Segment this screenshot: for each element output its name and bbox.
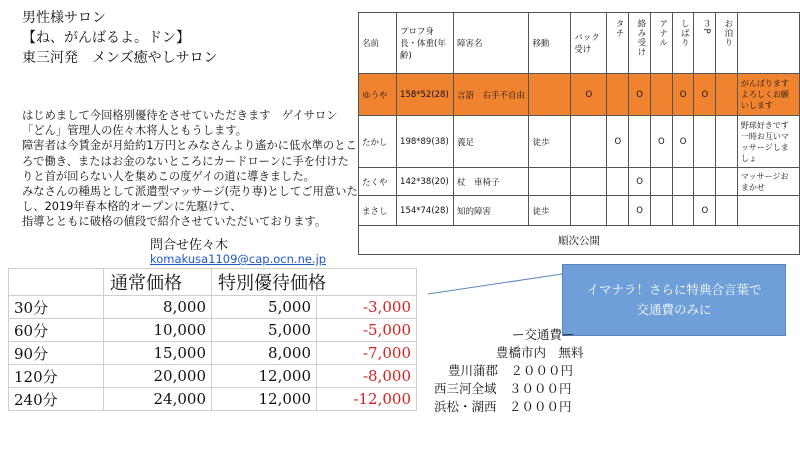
staff-tachi: O <box>607 116 629 168</box>
staff-3p <box>694 168 716 196</box>
staff-karami <box>629 116 651 168</box>
staff-move <box>529 168 571 196</box>
price-row <box>9 296 417 319</box>
staff-table-header-row <box>359 13 800 74</box>
price-row <box>9 388 417 411</box>
staff-shibari: O <box>672 116 694 168</box>
staff-prof: 198*89(38) <box>397 116 454 168</box>
price-row <box>9 342 417 365</box>
callout-line1: イマナラ！さらに特典合言葉で <box>586 282 762 297</box>
price-duration: 240分 <box>9 388 104 411</box>
salon-title-block <box>22 8 218 68</box>
price-normal: 8,000 <box>104 296 212 319</box>
staff-name: ゆうや <box>359 74 397 116</box>
staff-table-footer-row <box>359 226 800 255</box>
staff-name: たかし <box>359 116 397 168</box>
price-special: 12,000 <box>212 365 317 388</box>
staff-back <box>571 168 607 196</box>
price-special: 5,000 <box>212 319 317 342</box>
header-move: 移動 <box>529 13 571 74</box>
price-duration: 90分 <box>9 342 104 365</box>
price-special: 12,000 <box>212 388 317 411</box>
staff-row <box>359 196 800 226</box>
transport-line: 浜松・湖西 ２０００円 <box>434 399 572 414</box>
staff-prof: 154*74(28) <box>397 196 454 226</box>
price-discount: -7,000 <box>317 342 417 365</box>
price-row <box>9 365 417 388</box>
transport-fee-block <box>428 326 584 416</box>
staff-karami: O <box>629 168 651 196</box>
header-back: バック受け <box>571 13 607 74</box>
price-duration: 60分 <box>9 319 104 342</box>
staff-stay <box>716 168 738 196</box>
salon-title-line1: 男性様サロン <box>22 10 106 26</box>
staff-3p: O <box>694 196 716 226</box>
price-special: 8,000 <box>212 342 317 365</box>
header-anal: アナル <box>650 13 672 74</box>
staff-anal: O <box>650 116 672 168</box>
staff-back <box>571 196 607 226</box>
price-duration: 30分 <box>9 296 104 319</box>
price-header-normal: 通常価格 <box>104 269 212 296</box>
staff-table-footer: 順次公開 <box>359 226 800 255</box>
staff-anal <box>650 168 672 196</box>
price-discount: -8,000 <box>317 365 417 388</box>
price-normal: 15,000 <box>104 342 212 365</box>
price-row <box>9 319 417 342</box>
intro-paragraph: はじめまして今回格別優待をさせていただきます ゲイサロン「どん」管理人の佐々木将人ともうします。 障害者は今賃金が月給約1万円とみなさんより遙かに低水準のところで働き、またはお金のないところにカードローンに手を付けたりと首が回らない人を集めこの度ゲイの道に導きました。 みなさんの種馬として派遣型マッサージ(売り専)としてご用意いたし、2019年春本格的オープンに先駆けて、 指導とともに破格の値段で紹介させていただいております。 <box>22 109 358 229</box>
header-name: 名前 <box>359 13 397 74</box>
staff-tachi <box>607 168 629 196</box>
staff-move <box>529 74 571 116</box>
price-table <box>8 268 417 411</box>
transport-title: ー交通費ー <box>512 327 575 342</box>
price-normal: 10,000 <box>104 319 212 342</box>
price-duration: 120分 <box>9 365 104 388</box>
header-3p: ３P <box>694 13 716 74</box>
staff-note: がんばりますよろしくお願いします <box>737 74 799 116</box>
transport-line: 西三河全域 ３０００円 <box>434 381 572 396</box>
staff-back <box>571 116 607 168</box>
header-stay: お泊り <box>716 13 738 74</box>
staff-prof: 142*38(20) <box>397 168 454 196</box>
contact-label: 問合せ佐々木 <box>150 238 229 253</box>
staff-row <box>359 168 800 196</box>
staff-note: 野球好きです一時お互いマッサージしましょ <box>737 116 799 168</box>
transport-line: 豊川蒲郡 ２０００円 <box>448 363 574 378</box>
staff-stay <box>716 196 738 226</box>
staff-name: たくや <box>359 168 397 196</box>
header-disability: 障害名 <box>453 13 529 74</box>
staff-shibari: O <box>672 74 694 116</box>
staff-row <box>359 74 800 116</box>
staff-disability: 知的障害 <box>453 196 529 226</box>
staff-anal <box>650 196 672 226</box>
salon-title-line2: 【ね、がんばるよ。ドン】 <box>22 30 190 46</box>
staff-disability: 言語 右手不自由 <box>453 74 529 116</box>
callout-line2: 交通費のみに <box>636 302 712 317</box>
staff-3p: O <box>694 74 716 116</box>
staff-tachi <box>607 74 629 116</box>
price-discount: -12,000 <box>317 388 417 411</box>
price-header-blank <box>9 269 104 296</box>
staff-move: 徒歩 <box>529 196 571 226</box>
staff-note: マッサージおまかせ <box>737 168 799 196</box>
staff-move: 徒歩 <box>529 116 571 168</box>
header-note <box>737 13 799 74</box>
staff-shibari <box>672 196 694 226</box>
price-discount: -5,000 <box>317 319 417 342</box>
price-table-header-row <box>9 269 417 296</box>
staff-stay <box>716 116 738 168</box>
price-normal: 20,000 <box>104 365 212 388</box>
salon-title-line3: 東三河発 メンズ癒やしサロン <box>22 50 218 66</box>
staff-karami: O <box>629 196 651 226</box>
callout-box <box>562 264 786 336</box>
price-header-special: 特別優待価格 <box>212 269 417 296</box>
staff-prof: 158*52(28) <box>397 74 454 116</box>
price-discount: -3,000 <box>317 296 417 319</box>
staff-anal <box>650 74 672 116</box>
header-shibari: しばり <box>672 13 694 74</box>
staff-shibari <box>672 168 694 196</box>
staff-disability: 義足 <box>453 116 529 168</box>
staff-disability: 杖 車椅子 <box>453 168 529 196</box>
transport-line: 豊橋市内 無料 <box>496 345 584 360</box>
header-karami: 絡み受け <box>629 13 651 74</box>
staff-karami: O <box>629 74 651 116</box>
staff-row <box>359 116 800 168</box>
price-special: 5,000 <box>212 296 317 319</box>
staff-stay <box>716 74 738 116</box>
staff-back: O <box>571 74 607 116</box>
staff-table <box>358 12 800 255</box>
header-tachi: タチ <box>607 13 629 74</box>
staff-note <box>737 196 799 226</box>
staff-tachi <box>607 196 629 226</box>
staff-name: まさし <box>359 196 397 226</box>
staff-3p <box>694 116 716 168</box>
price-normal: 24,000 <box>104 388 212 411</box>
header-profile: プロフ身長・体重(年齢) <box>397 13 454 74</box>
contact-email-link[interactable]: komakusa1109@cap.ocn.ne.jp <box>150 252 327 266</box>
